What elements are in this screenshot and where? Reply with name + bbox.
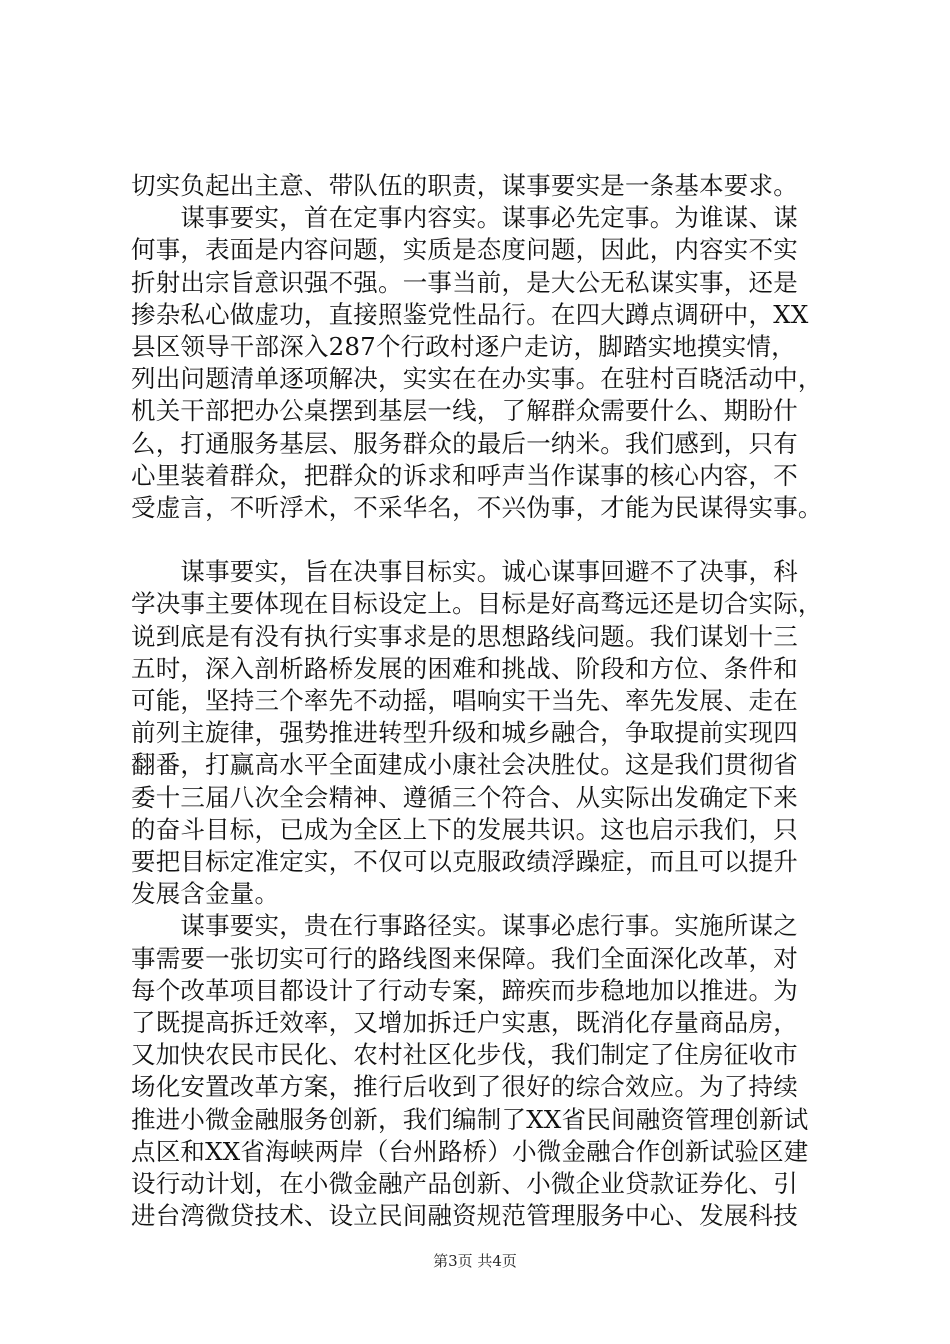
text-line: 切实负起出主意、带队伍的职责，谋事要实是一条基本要求。 bbox=[131, 171, 798, 200]
text-line: 机关干部把办公桌摆到基层一线，了解群众需要什么、期盼什 bbox=[131, 396, 798, 426]
page-number-footer: 第3页 共4页 bbox=[433, 1252, 517, 1270]
text-line: 推进小微金融服务创新，我们编制了XX省民间融资管理创新试 bbox=[131, 1104, 809, 1134]
text-line: 了既提高拆迁效率，又增加拆迁户实惠，既消化存量商品房， bbox=[131, 1008, 798, 1037]
text-line: 设行动计划，在小微金融产品创新、小微企业贷款证券化、引 bbox=[131, 1169, 798, 1198]
text-line: 每个改革项目都设计了行动专案，蹄疾而步稳地加以推进。为 bbox=[131, 975, 798, 1005]
text-line: 谋事要实，首在定事内容实。谋事必先定事。为谁谋、谋 bbox=[131, 203, 798, 233]
text-line: 列出问题清单逐项解决，实实在在办实事。在驻村百晓活动中， bbox=[131, 364, 823, 394]
text-line: 五时，深入剖析路桥发展的困难和挑战、阶段和方位、条件和 bbox=[131, 653, 798, 683]
text-line: 翻番，打赢高水平全面建成小康社会决胜仗。这是我们贯彻省 bbox=[131, 750, 798, 780]
text-line: 要把目标定准定实，不仅可以克服政绩浮躁症，而且可以提升 bbox=[131, 847, 798, 876]
text-line: 么，打通服务基层、服务群众的最后一纳米。我们感到，只有 bbox=[131, 428, 798, 458]
text-line: 进台湾微贷技术、设立民间融资规范管理服务中心、发展科技 bbox=[131, 1201, 798, 1231]
text-line: 发展含金量。 bbox=[131, 879, 280, 909]
text-line: 学决事主要体现在目标设定上。目标是好高骛远还是切合实际， bbox=[131, 589, 823, 619]
text-line: 谋事要实，旨在决事目标实。诚心谋事回避不了决事，科 bbox=[131, 557, 798, 587]
text-line: 事需要一张切实可行的路线图来保障。我们全面深化改革，对 bbox=[131, 943, 798, 973]
text-line: 可能，坚持三个率先不动摇，唱响实干当先、率先发展、走在 bbox=[131, 686, 798, 715]
text-line: 掺杂私心做虚功，直接照鉴党性品行。在四大蹲点调研中，XX bbox=[131, 299, 809, 329]
text-line: 前列主旋律，强势推进转型升级和城乡融合，争取提前实现四 bbox=[131, 718, 798, 748]
text-line: 何事，表面是内容问题，实质是态度问题，因此，内容实不实 bbox=[131, 235, 798, 265]
text-line: 心里装着群众，把群众的诉求和呼声当作谋事的核心内容，不 bbox=[131, 460, 798, 490]
text-line: 委十三届八次全会精神、遵循三个符合、从实际出发确定下来 bbox=[131, 782, 798, 812]
text-line: 谋事要实，贵在行事路径实。谋事必虑行事。实施所谋之 bbox=[131, 911, 798, 941]
text-line: 的奋斗目标，已成为全区上下的发展共识。这也启示我们，只 bbox=[131, 814, 798, 844]
text-line: 又加快农民市民化、农村社区化步伐，我们制定了住房征收市 bbox=[131, 1040, 798, 1070]
text-line: 折射出宗旨意识强不强。一事当前，是大公无私谋实事，还是 bbox=[131, 267, 798, 297]
text-line: 点区和XX省海峡两岸（台州路桥）小微金融合作创新试验区建 bbox=[131, 1136, 809, 1166]
text-line: 场化安置改革方案，推行后收到了很好的综合效应。为了持续 bbox=[131, 1072, 798, 1102]
text-line: 说到底是有没有执行实事求是的思想路线问题。我们谋划十三 bbox=[131, 621, 798, 651]
text-line: 县区领导干部深入287个行政村逐户走访，脚踏实地摸实情， bbox=[131, 332, 796, 361]
text-line: 受虚言，不听浮术，不采华名，不兴伪事，才能为民谋得实事。 bbox=[131, 493, 823, 522]
